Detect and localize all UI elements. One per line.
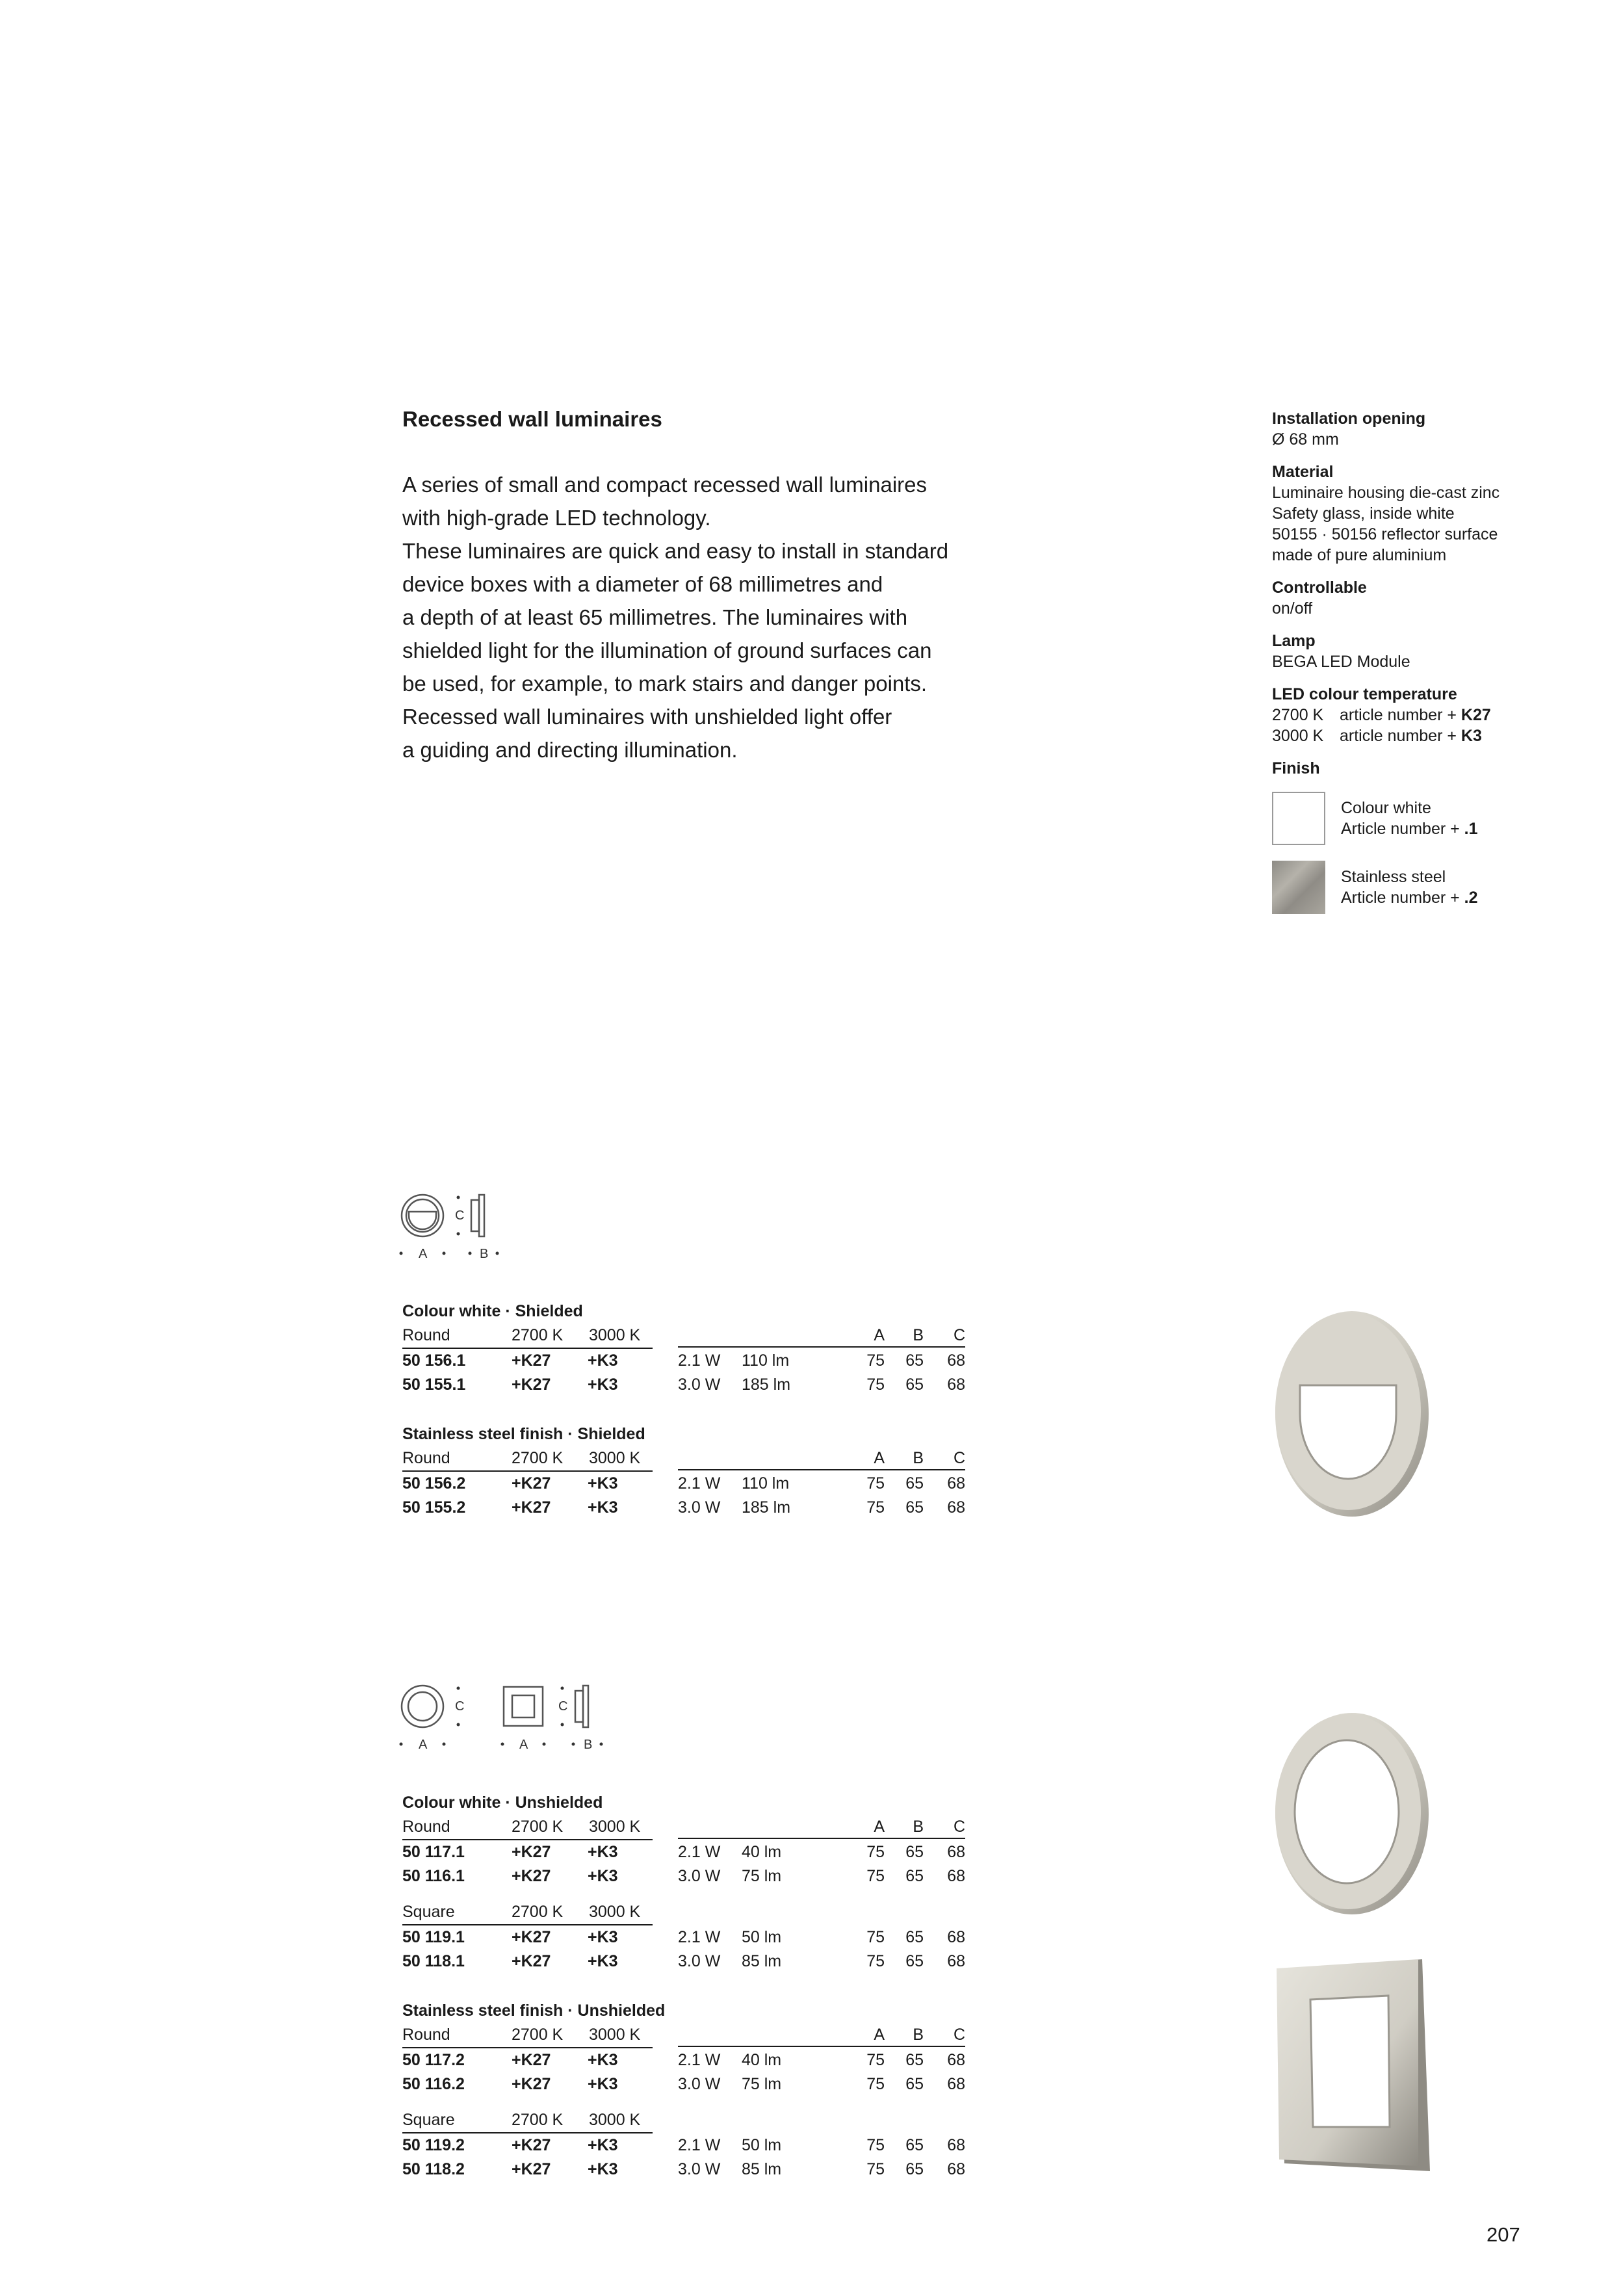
article-number: 50 117.1 [402, 1843, 465, 1861]
wattage: 2.1 W [678, 1843, 721, 1861]
dim-label-c: C [455, 1699, 465, 1714]
intro-line: A series of small and compact recessed wall luminaires [402, 473, 928, 497]
shape-label: Round [402, 2023, 513, 2048]
col-header-b: B [913, 2026, 924, 2044]
lumens: 185 lm [742, 1376, 791, 1394]
shape-label: Square [402, 1900, 513, 1925]
dim-c-value: 68 [947, 1952, 965, 1970]
option-k27: +K27 [512, 1843, 551, 1861]
dim-a-value: 75 [866, 2136, 885, 2154]
wattage: 3.0 W [678, 2160, 721, 2178]
dim-b-value: 65 [905, 1498, 924, 1517]
side-profile-icon [471, 1200, 479, 1231]
lumens: 50 lm [742, 2136, 782, 2154]
col-header-2700k: 2700 K [512, 1815, 589, 1840]
table-row [402, 2158, 965, 2182]
white-swatch [1272, 792, 1325, 845]
dim-label-c: C [455, 1208, 465, 1223]
dim-b-value: 65 [905, 1351, 924, 1370]
article-number: 50 116.1 [402, 1867, 465, 1885]
article-number: 50 155.1 [402, 1376, 466, 1394]
col-header-b: B [913, 1326, 924, 1344]
lumens: 185 lm [742, 1498, 791, 1517]
dim-c-value: 68 [947, 2075, 965, 2093]
table-row [402, 1472, 965, 1496]
intro-line: device boxes with a diameter of 68 millimetres and [402, 572, 883, 596]
col-header-b: B [913, 1818, 924, 1836]
table-unshielded [402, 1791, 965, 2182]
group-gap [402, 2096, 965, 2108]
col-header-2700k: 2700 K [512, 2023, 589, 2048]
wattage: 3.0 W [678, 1376, 721, 1394]
dim-c-value: 68 [947, 1351, 965, 1370]
group-gap [402, 1888, 965, 1900]
option-k3: +K3 [588, 2051, 618, 2069]
spec-material [1272, 462, 1545, 566]
article-number: 50 118.1 [402, 1952, 465, 1970]
page-title: Recessed wall luminaires [402, 407, 662, 431]
dimension-drawing-shielded [393, 1183, 523, 1268]
article-number: 50 117.2 [402, 2051, 465, 2069]
lumens: 75 lm [742, 2075, 782, 2093]
wattage: 2.1 W [678, 2136, 721, 2154]
spec-value: Ø 68 mm [1272, 430, 1339, 449]
dim-b-value: 65 [905, 1928, 924, 1946]
product-photo-unshielded-round [1267, 1706, 1436, 1921]
option-k3: +K3 [588, 1867, 618, 1885]
article-number: 50 156.1 [402, 1351, 466, 1370]
lumens: 50 lm [742, 1928, 782, 1946]
table-caption: Stainless steel finish · Shielded [402, 1425, 645, 1443]
option-k3: +K3 [588, 2136, 618, 2154]
col-header-3000k: 3000 K [589, 2108, 653, 2133]
wattage: 3.0 W [678, 1867, 721, 1885]
dim-a-value: 75 [866, 1376, 885, 1394]
square-front-icon [504, 1687, 543, 1726]
spec-value: made of pure aluminium [1272, 546, 1447, 564]
table-row [402, 2048, 965, 2072]
lumens: 40 lm [742, 2051, 782, 2069]
spec-heading: Material [1272, 463, 1334, 481]
dim-c-value: 68 [947, 1498, 965, 1517]
col-header-2700k: 2700 K [512, 2108, 589, 2133]
table-row [402, 1864, 965, 1888]
option-k3: +K3 [588, 2075, 618, 2093]
table-shielded [402, 1299, 965, 1520]
finish-option-white: Colour white Article number + .1 [1272, 792, 1545, 845]
intro-line: be used, for example, to mark stairs and danger points. [402, 672, 928, 696]
dim-a-value: 75 [866, 1498, 885, 1517]
dim-b-value: 65 [905, 1952, 924, 1970]
col-header-a: A [874, 1326, 885, 1344]
option-k27: +K27 [512, 2075, 551, 2093]
dim-a-value: 75 [866, 1928, 885, 1946]
dim-b-value: 65 [905, 1867, 924, 1885]
option-k3: +K3 [588, 1376, 618, 1394]
round-front-icon [402, 1195, 443, 1236]
col-header-2700k: 2700 K [512, 1446, 589, 1472]
article-number: 50 116.2 [402, 2075, 465, 2093]
lumens: 110 lm [742, 1351, 790, 1370]
option-k27: +K27 [512, 1474, 551, 1493]
col-header-3000k: 3000 K [589, 2023, 653, 2048]
intro-line: These luminaires are quick and easy to install in standard [402, 539, 949, 563]
spec-heading: Lamp [1272, 632, 1316, 650]
spec-lamp [1272, 631, 1545, 672]
dim-a-value: 75 [866, 1474, 885, 1493]
col-header-2700k: 2700 K [512, 1900, 589, 1925]
table-header-row [402, 1324, 965, 1349]
col-header-2700k: 2700 K [512, 1324, 589, 1349]
dim-a-value: 75 [866, 2075, 885, 2093]
spec-heading: Finish [1272, 759, 1320, 777]
shape-label: Round [402, 1324, 513, 1349]
dim-a-value: 75 [866, 1867, 885, 1885]
table-caption: Colour white · Shielded [402, 1302, 583, 1320]
dim-c-value: 68 [947, 2136, 965, 2154]
dim-b-value: 65 [905, 2051, 924, 2069]
table-spacer [402, 1974, 965, 1999]
dim-label-c: C [558, 1699, 568, 1714]
col-header-a: A [874, 2026, 885, 2044]
col-header-c: C [953, 1449, 965, 1467]
product-photo-shielded-round [1267, 1303, 1436, 1524]
option-k3: +K3 [588, 1498, 618, 1517]
dim-b-value: 65 [905, 2075, 924, 2093]
dim-c-value: 68 [947, 1376, 965, 1394]
table-row [402, 1349, 965, 1373]
product-photo-unshielded-square [1274, 1957, 1443, 2178]
wattage: 3.0 W [678, 1952, 721, 1970]
dim-b-value: 65 [905, 1376, 924, 1394]
lumens: 85 lm [742, 2160, 782, 2178]
dim-a-value: 75 [866, 1351, 885, 1370]
col-header-3000k: 3000 K [589, 1446, 653, 1472]
col-header-3000k: 3000 K [589, 1815, 653, 1840]
table-caption: Stainless steel finish · Unshielded [402, 2002, 666, 2020]
option-k3: +K3 [588, 1474, 618, 1493]
article-number: 50 118.2 [402, 2160, 465, 2178]
option-k27: +K27 [512, 1376, 551, 1394]
shape-label: Square [402, 2108, 513, 2133]
dim-label-b: B [480, 1247, 489, 1261]
steel-swatch [1272, 861, 1325, 914]
spec-value: Luminaire housing die-cast zinc [1272, 484, 1500, 502]
dim-a-value: 75 [866, 2160, 885, 2178]
table-row [402, 1925, 965, 1950]
wattage: 2.1 W [678, 1928, 721, 1946]
col-header-c: C [953, 1818, 965, 1836]
dim-c-value: 68 [947, 1474, 965, 1493]
wattage: 3.0 W [678, 1498, 721, 1517]
table-caption: Colour white · Unshielded [402, 1794, 603, 1812]
shape-label: Round [402, 1815, 513, 1840]
dim-c-value: 68 [947, 1867, 965, 1885]
option-k27: +K27 [512, 1867, 551, 1885]
table-row [402, 2133, 965, 2158]
spec-finish [1272, 758, 1545, 914]
page-number: 207 [1487, 2223, 1520, 2246]
table-row [402, 1950, 965, 1974]
side-profile-icon [575, 1691, 583, 1722]
wattage: 3.0 W [678, 2075, 721, 2093]
dim-c-value: 68 [947, 1928, 965, 1946]
spec-value: 3000 K article number + K3 [1272, 727, 1482, 745]
spec-heading: LED colour temperature [1272, 685, 1457, 703]
option-k27: +K27 [512, 2051, 551, 2069]
intro-line: a guiding and directing illumination. [402, 738, 738, 762]
option-k27: +K27 [512, 1928, 551, 1946]
article-number: 50 119.1 [402, 1928, 465, 1946]
spec-value: 50155 · 50156 reflector surface [1272, 525, 1498, 543]
col-header-c: C [953, 1326, 965, 1344]
spec-value: Safety glass, inside white [1272, 504, 1455, 523]
option-k3: +K3 [588, 1952, 618, 1970]
dim-a-value: 75 [866, 1952, 885, 1970]
shape-label: Round [402, 1446, 513, 1472]
intro-line: Recessed wall luminaires with unshielded light offer [402, 705, 892, 729]
finish-option-steel: Stainless steel Article number + .2 [1272, 861, 1545, 914]
intro-line: with high-grade LED technology. [402, 506, 711, 530]
option-k27: +K27 [512, 2160, 551, 2178]
dim-label-b: B [584, 1738, 593, 1752]
col-header-3000k: 3000 K [589, 1324, 653, 1349]
option-k27: +K27 [512, 1952, 551, 1970]
dimension-drawing-unshielded [393, 1674, 614, 1758]
dim-b-value: 65 [905, 1843, 924, 1861]
article-number: 50 119.2 [402, 2136, 465, 2154]
spec-sidebar [1272, 408, 1545, 930]
option-k27: +K27 [512, 2136, 551, 2154]
intro-line: a depth of at least 65 millimetres. The luminaires with [402, 605, 908, 629]
spec-value: 2700 K article number + K27 [1272, 706, 1491, 724]
option-k27: +K27 [512, 1498, 551, 1517]
table-spacer [402, 1397, 965, 1422]
table-header-row [402, 1900, 965, 1925]
dim-a-value: 75 [866, 2051, 885, 2069]
dim-label-a: A [419, 1738, 428, 1752]
table-header-row [402, 1815, 965, 1840]
dim-c-value: 68 [947, 1843, 965, 1861]
option-k3: +K3 [588, 2160, 618, 2178]
spec-installation [1272, 408, 1545, 450]
option-k3: +K3 [588, 1351, 618, 1370]
lumens: 40 lm [742, 1843, 782, 1861]
article-number: 50 155.2 [402, 1498, 466, 1517]
option-k3: +K3 [588, 1843, 618, 1861]
table-row [402, 1840, 965, 1864]
dim-c-value: 68 [947, 2160, 965, 2178]
col-header-b: B [913, 1449, 924, 1467]
option-k3: +K3 [588, 1928, 618, 1946]
spec-heading: Controllable [1272, 579, 1367, 597]
wattage: 2.1 W [678, 2051, 721, 2069]
dim-b-value: 65 [905, 1474, 924, 1493]
option-k27: +K27 [512, 1351, 551, 1370]
spec-value: on/off [1272, 599, 1313, 618]
dim-b-value: 65 [905, 2136, 924, 2154]
table-row [402, 2072, 965, 2096]
dim-label-a: A [419, 1247, 428, 1261]
dim-b-value: 65 [905, 2160, 924, 2178]
lumens: 110 lm [742, 1474, 790, 1493]
spec-value: BEGA LED Module [1272, 653, 1410, 671]
col-header-a: A [874, 1818, 885, 1836]
col-header-a: A [874, 1449, 885, 1467]
table-header-row [402, 2108, 965, 2133]
lumens: 85 lm [742, 1952, 782, 1970]
dim-label-a: A [519, 1738, 528, 1752]
dim-c-value: 68 [947, 2051, 965, 2069]
table-header-row [402, 2023, 965, 2048]
lumens: 75 lm [742, 1867, 782, 1885]
wattage: 2.1 W [678, 1351, 721, 1370]
spec-controllable [1272, 577, 1545, 619]
intro-line: shielded light for the illumination of ground surfaces can [402, 638, 932, 662]
table-row [402, 1496, 965, 1520]
col-header-c: C [953, 2026, 965, 2044]
table-header-row [402, 1446, 965, 1472]
wattage: 2.1 W [678, 1474, 721, 1493]
table-row [402, 1373, 965, 1397]
intro-text [402, 468, 1039, 766]
col-header-3000k: 3000 K [589, 1900, 653, 1925]
article-number: 50 156.2 [402, 1474, 466, 1493]
spec-heading: Installation opening [1272, 410, 1426, 428]
spec-led [1272, 684, 1545, 746]
dim-a-value: 75 [866, 1843, 885, 1861]
